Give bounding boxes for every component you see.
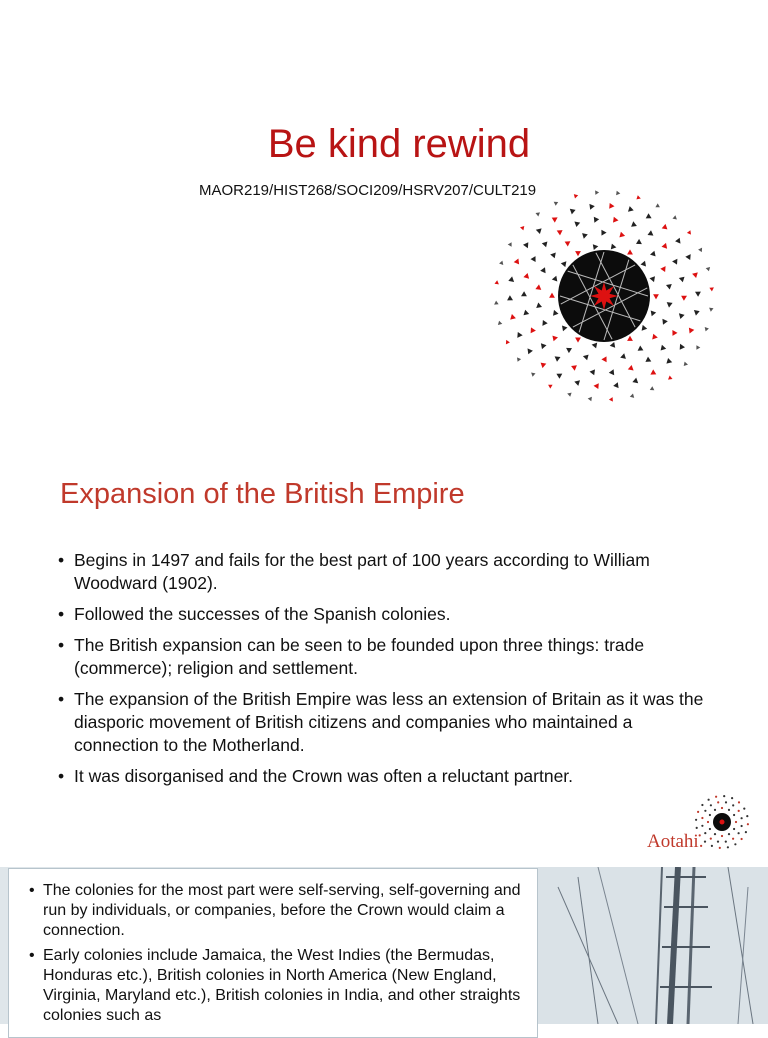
emblem-triangle [592, 343, 598, 349]
emblem-triangle [667, 302, 673, 308]
emblem-triangle [583, 355, 589, 361]
emblem-triangle [495, 280, 499, 284]
logo-dot [717, 841, 719, 843]
emblem-triangle [672, 259, 677, 265]
logo-dot [723, 795, 725, 797]
emblem-triangle [582, 233, 588, 239]
emblem-triangle [684, 362, 688, 366]
logo-dot [709, 828, 711, 830]
logo-dot [728, 833, 730, 835]
logo-dot [738, 801, 740, 803]
course-codes: MAOR219/HIST268/SOCI209/HSRV207/CULT219 [199, 182, 537, 199]
emblem-triangle [620, 353, 626, 359]
emblem-triangle [687, 230, 691, 234]
emblem-triangle [662, 243, 668, 249]
logo-dot [710, 804, 712, 806]
section-heading: Expansion of the British Empire [60, 478, 465, 510]
logo-dot [741, 817, 743, 819]
logo-dot [714, 809, 716, 811]
emblem-triangle [679, 277, 685, 283]
logo-dot [732, 804, 734, 806]
logo-dot [721, 835, 723, 837]
logo-dot [696, 827, 698, 829]
logo-dot [738, 810, 740, 812]
logo-text: Aotahi. [647, 831, 704, 852]
emblem-triangle [652, 334, 658, 340]
logo-dot [701, 804, 703, 806]
emblem-triangle [679, 313, 685, 319]
logo-dot [704, 810, 706, 812]
emblem-triangle [672, 330, 677, 336]
logo-dot [725, 841, 727, 843]
logo-dot [727, 846, 729, 848]
logo-dot [733, 828, 735, 830]
emblem-triangle [593, 244, 599, 250]
emblem-triangle [588, 397, 592, 401]
emblem-triangle [638, 346, 644, 351]
emblem-triangle [523, 273, 529, 279]
emblem-triangle [590, 369, 596, 375]
emblem-triangle [542, 320, 547, 326]
emblem-triangle [668, 376, 673, 380]
emblem-triangle [528, 348, 533, 354]
emblem-triangle [552, 276, 558, 282]
logo-dot [741, 838, 743, 840]
emblem-triangle [556, 374, 562, 379]
emblem-triangle [523, 242, 528, 248]
emblem-triangle [555, 356, 561, 361]
emblem-triangle [594, 383, 599, 389]
logo-dot [725, 801, 727, 803]
text-box [8, 868, 538, 1038]
emblem-triangle [695, 292, 701, 297]
logo-dot [728, 809, 730, 811]
emblem-triangle [595, 190, 599, 195]
emblem-triangle [506, 340, 510, 345]
star-compass-emblem-icon [490, 176, 750, 416]
emblem-triangle [536, 212, 541, 216]
emblem-triangle [661, 345, 667, 351]
emblem-triangle [517, 357, 521, 361]
logo-dot [738, 832, 740, 834]
emblem-triangle [632, 378, 638, 384]
emblem-triangle [642, 325, 648, 331]
logo-dot [717, 801, 719, 803]
logo-dot [715, 796, 717, 798]
emblem-triangle [610, 342, 616, 348]
emblem-triangle [666, 358, 672, 364]
emblem-triangle [562, 326, 568, 332]
emblem-triangle [575, 338, 581, 343]
emblem-triangle [552, 217, 558, 222]
logo-dot [741, 825, 743, 827]
emblem-triangle [574, 194, 578, 198]
emblem-triangle [601, 356, 606, 362]
emblem-triangle [517, 332, 522, 338]
emblem-triangle [609, 369, 614, 375]
logo-dot [735, 821, 737, 823]
logo-dot [711, 845, 713, 847]
emblem-triangle [520, 226, 524, 230]
logo-dot [701, 825, 703, 827]
emblem-triangle [692, 272, 698, 278]
logo-dot [733, 814, 735, 816]
emblem-triangle [494, 301, 499, 305]
emblem-triangle [627, 249, 633, 254]
emblem-triangle [550, 253, 556, 259]
emblem-triangle [514, 259, 519, 265]
logo-dot [704, 832, 706, 834]
ship-rigging-image [538, 867, 768, 1024]
emblem-triangle [611, 244, 617, 250]
logo-dot [701, 817, 703, 819]
emblem-triangle [565, 241, 571, 246]
emblem-triangle [627, 336, 633, 341]
logo-star [720, 820, 725, 825]
emblem-triangle [554, 202, 559, 206]
emblem-triangle [631, 221, 637, 227]
emblem-triangle [609, 203, 614, 209]
emblem-triangle [628, 206, 634, 212]
logo-dot [731, 797, 733, 799]
bullet-item: • Early colonies include Jamaica, the West Indies (the Bermudas, Honduras etc.), British colonies in North America (New England, Virginia, Maryland etc.), British colonies in India, and other straights colonies such as [29, 946, 525, 1026]
emblem-triangle [507, 295, 513, 300]
emblem-triangle [571, 365, 577, 371]
emblem-triangle [673, 215, 677, 219]
emblem-triangle [680, 344, 685, 350]
emblem-triangle [636, 239, 642, 244]
logo-dot [743, 808, 745, 810]
emblem-triangle [675, 238, 680, 244]
emblem-triangle [552, 336, 558, 342]
emblem-triangle [681, 296, 687, 301]
emblem-triangle [594, 217, 599, 223]
bullet-list [58, 549, 708, 796]
bullet-item: • The expansion of the British Empire was less an extension of Britain as it was the diasporic movement of British citizens and companies who maintained a connection to the Motherland. [58, 688, 708, 757]
emblem-triangle [613, 217, 619, 223]
emblem-triangle [650, 369, 656, 374]
emblem-triangle [698, 248, 702, 253]
emblem-triangle [685, 254, 690, 260]
logo-dot [745, 831, 747, 833]
emblem-triangle [536, 228, 542, 234]
emblem-triangle [696, 345, 700, 350]
emblem-triangle [541, 343, 547, 349]
emblem-triangle [645, 357, 651, 362]
emblem-triangle [531, 256, 536, 262]
emblem-triangle [709, 287, 714, 291]
logo-dot [732, 838, 734, 840]
emblem-triangle [650, 386, 655, 390]
emblem-triangle [650, 251, 656, 257]
emblem-triangle [524, 310, 530, 316]
emblem-triangle [549, 293, 555, 298]
emblem-triangle [574, 222, 580, 228]
logo-dot [697, 811, 699, 813]
emblem-triangle [541, 363, 547, 369]
bullet-item: • It was disorganised and the Crown was often a reluctant partner. [58, 765, 708, 788]
emblem-triangle [570, 209, 576, 215]
logo-dot [747, 823, 749, 825]
logo-dot [746, 815, 748, 817]
logo-dot [710, 838, 712, 840]
emblem-triangle [655, 203, 660, 207]
emblem-triangle [542, 242, 548, 248]
logo-dot [708, 799, 710, 801]
logo-dot [721, 807, 723, 809]
emblem-triangle [689, 328, 694, 334]
logo-dot [719, 847, 721, 849]
emblem-triangle [653, 294, 659, 299]
emblem-triangle [499, 261, 503, 265]
emblem-triangle [613, 382, 618, 388]
emblem-triangle [498, 321, 502, 325]
emblem-triangle [662, 319, 667, 325]
emblem-triangle [589, 204, 594, 210]
bullet-list [29, 881, 525, 1026]
emblem-triangle [616, 191, 620, 195]
emblem-star [590, 282, 618, 310]
emblem-triangle [619, 232, 625, 238]
emblem-triangle [561, 261, 567, 267]
emblem-triangle [508, 276, 514, 282]
emblem-triangle [630, 394, 634, 398]
emblem-triangle [648, 230, 654, 235]
emblem-triangle [575, 251, 581, 256]
slide-title: Be kind rewind [267, 122, 531, 166]
emblem-triangle [609, 397, 613, 402]
emblem-triangle [662, 224, 668, 230]
emblem-triangle [709, 308, 713, 312]
emblem-triangle [567, 393, 571, 397]
bullet-item: • Begins in 1497 and fails for the best part of 100 years according to William Woodward (1902). [58, 549, 708, 595]
emblem-triangle [636, 195, 640, 199]
logo-dot [734, 843, 736, 845]
emblem-triangle [660, 266, 665, 272]
emblem-triangle [566, 348, 572, 353]
logo-dot [695, 819, 697, 821]
emblem-triangle [651, 311, 657, 317]
emblem-triangle [535, 284, 541, 290]
emblem-triangle [521, 291, 527, 296]
bullet-item: • Followed the successes of the Spanish colonies. [58, 603, 708, 626]
emblem-triangle [508, 242, 512, 247]
logo-dot [709, 814, 711, 816]
emblem-triangle [540, 267, 545, 273]
emblem-triangle [706, 267, 710, 271]
emblem-triangle [536, 303, 542, 309]
emblem-triangle [531, 373, 535, 377]
emblem-triangle [557, 230, 563, 235]
emblem-triangle [574, 380, 580, 386]
emblem-triangle [601, 230, 606, 236]
emblem-triangle [646, 213, 652, 218]
emblem-triangle [650, 276, 656, 282]
bullet-item: • The colonies for the most part were self-serving, self-governing and run by individuals, or companies, before the Crown would claim a connection. [29, 881, 525, 941]
emblem-triangle [510, 314, 516, 320]
emblem-triangle [705, 327, 709, 331]
emblem-triangle [548, 385, 553, 389]
logo-dot [704, 841, 706, 843]
emblem-triangle [553, 310, 559, 316]
title-slide [0, 0, 768, 448]
logo-dot [714, 833, 716, 835]
emblem-triangle [694, 310, 700, 316]
bullet-item: • The British expansion can be seen to be founded upon three things: trade (commerce); religion and settlement. [58, 634, 708, 680]
emblem-triangle [531, 327, 536, 333]
logo-dot [707, 821, 709, 823]
emblem-triangle [628, 365, 634, 371]
emblem-triangle [666, 284, 672, 290]
emblem-triangle [641, 261, 647, 267]
